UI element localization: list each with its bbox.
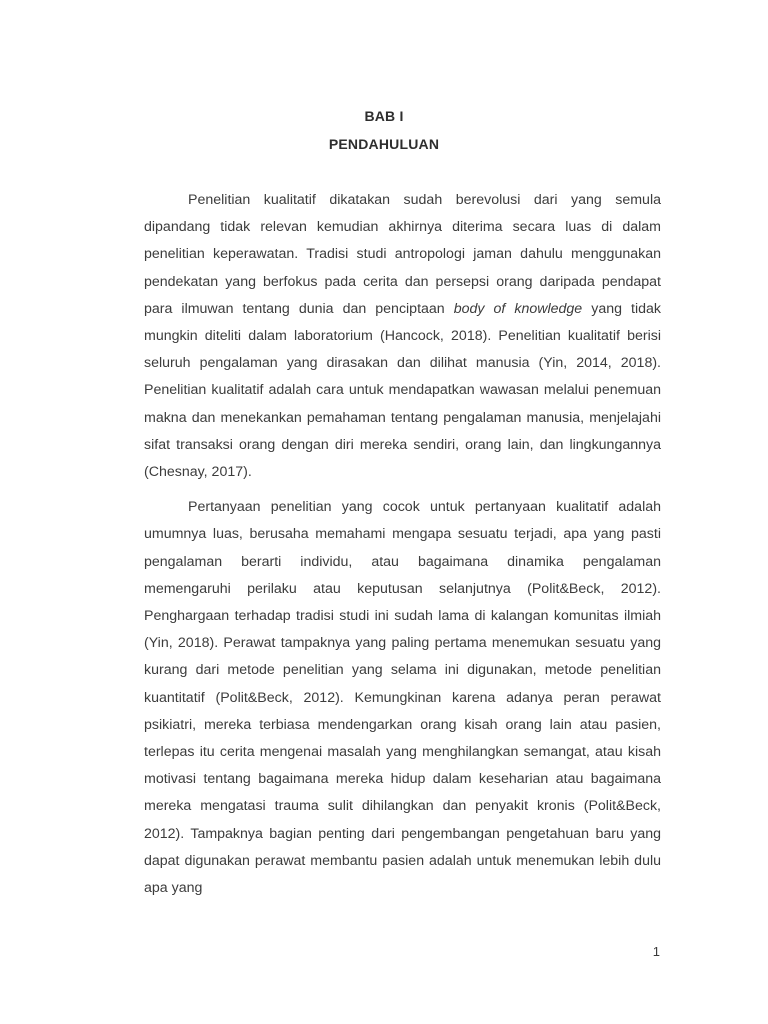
- paragraph-1-text-end: yang tidak mungkin diteliti dalam laboratorium (Hancock, 2018). Penelitian kualitatif berisi seluruh pengalaman yang dirasakan dan dilihat manusia (Yin, 2014, 2018). Penelitian kualitatif adalah cara untuk mendapatkan wawasan melalui penemuan makna dan menekankan pemahaman tentang pengalaman manusia, menjelajahi sifat transaksi orang dengan diri mereka sendiri, orang lain, dan lingkungannya (Chesnay, 2017).: [144, 300, 661, 481]
- body-text: [144, 187, 661, 902]
- chapter-heading: BAB I: [364, 108, 404, 124]
- paragraph-1-text-start: Penelitian kualitatif dikatakan sudah berevolusi dari yang semula dipandang tidak relevan kemudian akhirnya diterima secara luas di dalam penelitian keperawatan. Tradisi studi antropologi jaman dahulu menggunakan pendekatan yang berfokus pada cerita dan persepsi orang daripada pendapat para ilmuwan tentang dunia dan penciptaan: [144, 192, 661, 317]
- chapter-title: PENDAHULUAN: [328, 136, 440, 152]
- page-number: 1: [652, 944, 660, 959]
- paragraph-2: Pertanyaan penelitian yang cocok untuk pertanyaan kualitatif adalah umumnya luas, berusaha memahami mengapa sesuatu terjadi, apa yang pasti pengalaman berarti individu, atau bagaimana dinamika pengalaman memengaruhi perilaku atau keputusan selanjutnya (Polit&Beck, 2012). Penghargaan terhadap tradisi studi ini sudah lama di kalangan komunitas ilmiah (Yin, 2018). Perawat tampaknya yang paling pertama menemukan sesuatu yang kurang dari metode penelitian yang selama ini digunakan, metode penelitian kuantitatif (Polit&Beck, 2012). Kemungkinan karena adanya peran perawat psikiatri, mereka terbiasa mendengarkan orang kisah orang lain atau pasien, terlepas itu cerita mengenai masalah yang menghilangkan semangat, atau kisah motivasi tentang bagaimana mereka hidup dalam keseharian atau bagaimana mereka mengatasi trauma sulit dihilangkan dan penyakit kronis (Polit&Beck, 2012). Tampaknya bagian penting dari pengembangan pengetahuan baru yang dapat digunakan perawat membantu pasien adalah untuk menemukan lebih dulu apa yang: [144, 499, 661, 897]
- paragraph-1: [144, 187, 661, 486]
- paragraph-1-italic-term: body of knowledge: [453, 300, 583, 317]
